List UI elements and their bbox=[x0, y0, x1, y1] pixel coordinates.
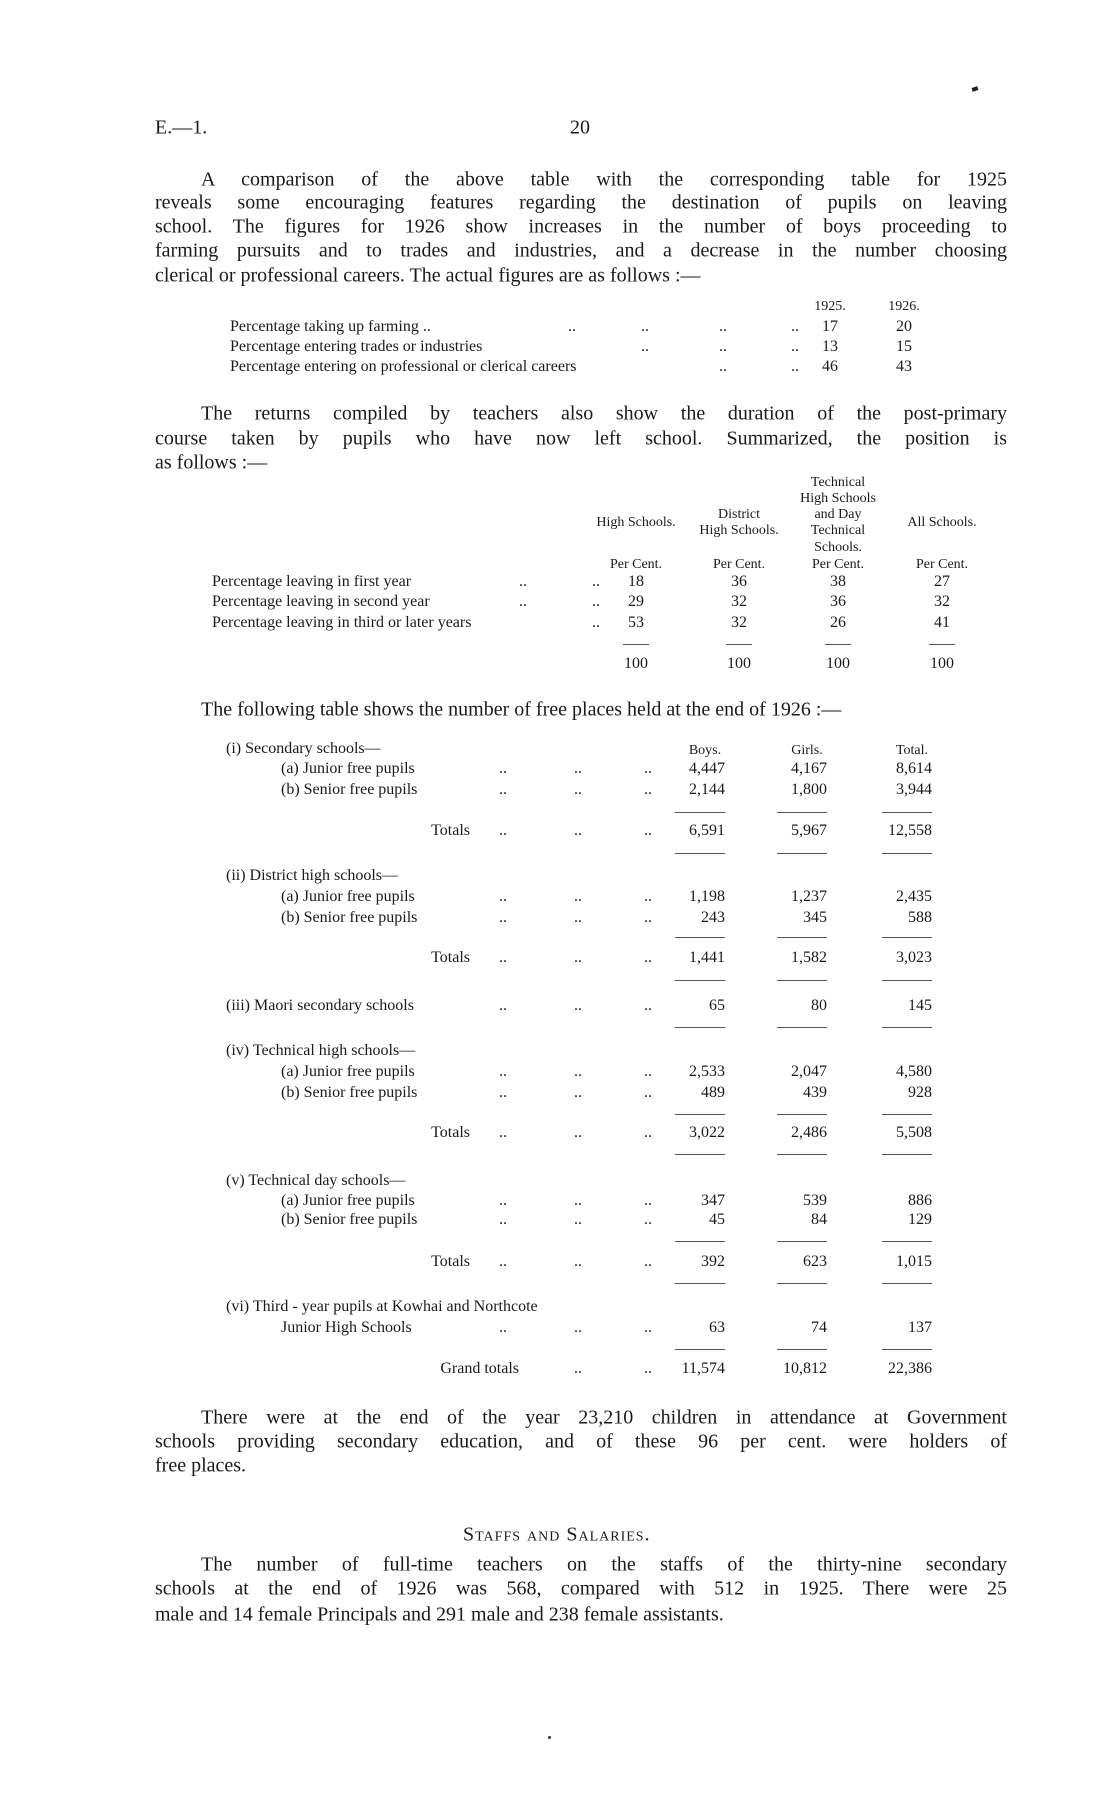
leader-dots: .. bbox=[791, 318, 799, 335]
column-header: Schools. bbox=[814, 540, 862, 555]
text-line: The returns compiled by teachers also show the duration of the post-primary bbox=[201, 402, 1007, 425]
leader-dots: .. bbox=[574, 760, 582, 777]
row-label: (b) Senior free pupils bbox=[281, 1084, 418, 1101]
boys-value: 489 bbox=[701, 1084, 725, 1101]
print-dot bbox=[548, 1736, 551, 1739]
leader-dots: .. bbox=[499, 1253, 507, 1270]
boys-value: 63 bbox=[709, 1319, 725, 1336]
total-value: 100 bbox=[727, 655, 751, 672]
leader-dots: .. bbox=[574, 1360, 582, 1377]
boys-value: 45 bbox=[709, 1211, 725, 1228]
leader-dots: .. bbox=[644, 888, 652, 905]
column-rule bbox=[882, 937, 932, 938]
total-value: 1,015 bbox=[896, 1253, 932, 1270]
column-header: District bbox=[718, 507, 760, 522]
row-label: Percentage entering on professional or clerical careers bbox=[230, 358, 577, 375]
leader-dots: .. bbox=[499, 888, 507, 905]
text-line: course taken by pupils who have now left school. Summarized, the position is bbox=[155, 427, 1007, 450]
column-rule bbox=[882, 1154, 932, 1155]
total-value: 5,508 bbox=[896, 1124, 932, 1141]
print-mark bbox=[971, 86, 978, 92]
column-rule bbox=[882, 1114, 932, 1115]
percent-value: 29 bbox=[628, 593, 644, 610]
leader-dots: .. bbox=[574, 909, 582, 926]
column-rule bbox=[777, 1114, 827, 1115]
page-number: 20 bbox=[570, 116, 590, 139]
leader-dots: .. bbox=[574, 1063, 582, 1080]
column-rule bbox=[777, 853, 827, 854]
leader-dots: .. bbox=[644, 1063, 652, 1080]
value-1925: 46 bbox=[822, 358, 838, 375]
percent-value: 27 bbox=[934, 573, 950, 590]
row-label: Percentage leaving in second year bbox=[212, 593, 430, 610]
leader-dots: .. bbox=[644, 949, 652, 966]
total-value: 588 bbox=[908, 909, 932, 926]
text-line: school. The figures for 1926 show increases in the number of boys proceeding to bbox=[155, 215, 1007, 238]
total-value: 137 bbox=[908, 1319, 932, 1336]
section-label: (v) Technical day schools— bbox=[226, 1172, 406, 1189]
column-rule bbox=[675, 1114, 725, 1115]
column-rule bbox=[882, 1283, 932, 1284]
total-value: 145 bbox=[908, 997, 932, 1014]
text-line: schools providing secondary education, and of these 96 per cent. were holders of bbox=[155, 1430, 1007, 1453]
leader-dots: .. bbox=[641, 338, 649, 355]
total-value: 3,023 bbox=[896, 949, 932, 966]
column-rule bbox=[777, 937, 827, 938]
text-line: A comparison of the above table with the corresponding table for 1925 bbox=[201, 168, 1007, 191]
totals-label: Totals bbox=[431, 822, 470, 839]
section-heading: Staffs and Salaries. bbox=[463, 1523, 651, 1546]
boys-value: 4,447 bbox=[689, 760, 725, 777]
section-label: (vi) Third - year pupils at Kowhai and Northcote bbox=[226, 1298, 538, 1315]
leader-dots: .. bbox=[574, 1319, 582, 1336]
column-rule bbox=[882, 853, 932, 854]
column-rule bbox=[882, 980, 932, 981]
leader-dots: .. bbox=[719, 358, 727, 375]
percent-value: 26 bbox=[830, 614, 846, 631]
boys-value: 243 bbox=[701, 909, 725, 926]
grand-totals-label: Grand totals bbox=[440, 1360, 519, 1377]
section-label: (ii) District high schools— bbox=[226, 867, 398, 884]
girls-value: 2,047 bbox=[791, 1063, 827, 1080]
girls-value: 623 bbox=[803, 1253, 827, 1270]
leader-dots: .. bbox=[568, 318, 576, 335]
boys-value: 2,533 bbox=[689, 1063, 725, 1080]
column-unit: Per Cent. bbox=[609, 557, 663, 572]
leader-dots: .. bbox=[499, 1192, 507, 1209]
column-rule bbox=[623, 644, 649, 645]
leader-dots: .. bbox=[519, 593, 527, 610]
row-label: (a) Junior free pupils bbox=[281, 1192, 415, 1209]
document-reference: E.—1. bbox=[155, 116, 208, 139]
leader-dots: .. bbox=[644, 909, 652, 926]
column-rule bbox=[777, 1027, 827, 1028]
row-label: Percentage leaving in first year bbox=[212, 573, 412, 590]
column-rule bbox=[929, 644, 955, 645]
column-unit: Per Cent. bbox=[811, 557, 865, 572]
percent-value: 18 bbox=[628, 573, 644, 590]
leader-dots: .. bbox=[574, 781, 582, 798]
leader-dots: .. bbox=[499, 949, 507, 966]
text-line: clerical or professional careers. The actual figures are as follows :— bbox=[155, 264, 701, 287]
percent-value: 32 bbox=[731, 593, 747, 610]
total-value: 2,435 bbox=[896, 888, 932, 905]
column-rule bbox=[726, 644, 752, 645]
total-value: 22,386 bbox=[888, 1360, 932, 1377]
boys-value: 65 bbox=[709, 997, 725, 1014]
girls-value: 10,812 bbox=[783, 1360, 827, 1377]
total-value: 129 bbox=[908, 1211, 932, 1228]
leader-dots: .. bbox=[574, 888, 582, 905]
row-label: (b) Senior free pupils bbox=[281, 1211, 418, 1228]
leader-dots: .. bbox=[644, 1124, 652, 1141]
column-rule bbox=[777, 812, 827, 813]
leader-dots: .. bbox=[574, 1192, 582, 1209]
column-rule bbox=[675, 980, 725, 981]
leader-dots: .. bbox=[644, 781, 652, 798]
column-rule bbox=[675, 812, 725, 813]
boys-value: 2,144 bbox=[689, 781, 725, 798]
leader-dots: .. bbox=[499, 1124, 507, 1141]
girls-value: 439 bbox=[803, 1084, 827, 1101]
percent-value: 53 bbox=[628, 614, 644, 631]
column-unit: Per Cent. bbox=[712, 557, 766, 572]
girls-value: 80 bbox=[811, 997, 827, 1014]
percent-value: 38 bbox=[830, 573, 846, 590]
column-header: and Day bbox=[814, 507, 862, 522]
value-1926: 15 bbox=[896, 338, 912, 355]
leader-dots: .. bbox=[499, 1319, 507, 1336]
total-value: 100 bbox=[624, 655, 648, 672]
column-header: Technical bbox=[810, 523, 866, 538]
value-1925: 13 bbox=[822, 338, 838, 355]
leader-dots: .. bbox=[499, 909, 507, 926]
girls-value: 4,167 bbox=[791, 760, 827, 777]
paragraph-free-places: The following table shows the number of free places held at the end of 1926 :— bbox=[201, 698, 842, 721]
column-rule bbox=[675, 1027, 725, 1028]
value-1926: 20 bbox=[896, 318, 912, 335]
leader-dots: .. bbox=[592, 593, 600, 610]
leader-dots: .. bbox=[574, 1084, 582, 1101]
leader-dots: .. bbox=[499, 822, 507, 839]
girls-value: 539 bbox=[803, 1192, 827, 1209]
row-label: Percentage entering trades or industries bbox=[230, 338, 483, 355]
girls-value: 1,237 bbox=[791, 888, 827, 905]
leader-dots: .. bbox=[574, 1253, 582, 1270]
leader-dots: .. bbox=[499, 1211, 507, 1228]
total-value: 928 bbox=[908, 1084, 932, 1101]
girls-value: 74 bbox=[811, 1319, 827, 1336]
total-value: 12,558 bbox=[888, 822, 932, 839]
column-header: Boys. bbox=[688, 743, 722, 758]
leader-dots: .. bbox=[644, 1211, 652, 1228]
percent-value: 32 bbox=[731, 614, 747, 631]
total-value: 8,614 bbox=[896, 760, 932, 777]
leader-dots: .. bbox=[719, 318, 727, 335]
leader-dots: .. bbox=[641, 318, 649, 335]
leader-dots: .. bbox=[644, 1192, 652, 1209]
leader-dots: .. bbox=[499, 1084, 507, 1101]
text-line: free places. bbox=[155, 1454, 247, 1477]
percent-value: 36 bbox=[731, 573, 747, 590]
column-header: High Schools. bbox=[596, 515, 676, 530]
leader-dots: .. bbox=[644, 1319, 652, 1336]
boys-value: 1,198 bbox=[689, 888, 725, 905]
total-value: 4,580 bbox=[896, 1063, 932, 1080]
boys-value: 392 bbox=[701, 1253, 725, 1270]
boys-value: 6,591 bbox=[689, 822, 725, 839]
column-rule bbox=[675, 1154, 725, 1155]
leader-dots: .. bbox=[499, 781, 507, 798]
column-rule bbox=[825, 644, 851, 645]
boys-value: 1,441 bbox=[689, 949, 725, 966]
column-rule bbox=[777, 980, 827, 981]
text-line: male and 14 female Principals and 291 male and 238 female assistants. bbox=[155, 1603, 724, 1626]
total-value: 100 bbox=[826, 655, 850, 672]
totals-label: Totals bbox=[431, 1124, 470, 1141]
leader-dots: .. bbox=[499, 760, 507, 777]
leader-dots: .. bbox=[644, 1360, 652, 1377]
row-label: (b) Senior free pupils bbox=[281, 781, 418, 798]
totals-label: Totals bbox=[431, 1253, 470, 1270]
leader-dots: .. bbox=[644, 997, 652, 1014]
text-line: as follows :— bbox=[155, 451, 268, 474]
column-rule bbox=[882, 1349, 932, 1350]
leader-dots: .. bbox=[644, 1084, 652, 1101]
girls-value: 345 bbox=[803, 909, 827, 926]
column-rule bbox=[777, 1349, 827, 1350]
boys-value: 11,574 bbox=[681, 1360, 725, 1377]
boys-value: 347 bbox=[701, 1192, 725, 1209]
value-1926: 43 bbox=[896, 358, 912, 375]
leader-dots: .. bbox=[644, 1253, 652, 1270]
column-rule bbox=[882, 1027, 932, 1028]
totals-label: Totals bbox=[431, 949, 470, 966]
column-rule bbox=[675, 1349, 725, 1350]
leader-dots: .. bbox=[519, 573, 527, 590]
column-header: Girls. bbox=[791, 743, 823, 758]
row-label: (a) Junior free pupils bbox=[281, 1063, 415, 1080]
boys-value: 3,022 bbox=[689, 1124, 725, 1141]
column-rule bbox=[882, 1241, 932, 1242]
column-header: High Schools bbox=[800, 491, 876, 506]
column-header: 1925. bbox=[814, 299, 846, 314]
column-header: Technical bbox=[810, 475, 866, 490]
column-header: High Schools. bbox=[699, 523, 779, 538]
column-header: Total. bbox=[895, 743, 929, 758]
section-label: (iv) Technical high schools— bbox=[226, 1042, 416, 1059]
leader-dots: .. bbox=[791, 338, 799, 355]
leader-dots: .. bbox=[574, 822, 582, 839]
column-header: All Schools. bbox=[907, 515, 977, 530]
column-rule bbox=[675, 853, 725, 854]
leader-dots: .. bbox=[592, 573, 600, 590]
percent-value: 36 bbox=[830, 593, 846, 610]
text-line: reveals some encouraging features regarding the destination of pupils on leaving bbox=[155, 191, 1007, 214]
column-rule bbox=[675, 937, 725, 938]
column-rule bbox=[882, 812, 932, 813]
row-label: (a) Junior free pupils bbox=[281, 760, 415, 777]
row-label: (b) Senior free pupils bbox=[281, 909, 418, 926]
leader-dots: .. bbox=[574, 1211, 582, 1228]
column-rule bbox=[777, 1241, 827, 1242]
girls-value: 2,486 bbox=[791, 1124, 827, 1141]
girls-value: 1,800 bbox=[791, 781, 827, 798]
column-header: 1926. bbox=[888, 299, 920, 314]
leader-dots: .. bbox=[574, 949, 582, 966]
leader-dots: .. bbox=[499, 997, 507, 1014]
column-rule bbox=[675, 1241, 725, 1242]
row-label: (iii) Maori secondary schools bbox=[226, 997, 414, 1014]
row-label: (a) Junior free pupils bbox=[281, 888, 415, 905]
percent-value: 32 bbox=[934, 593, 950, 610]
girls-value: 1,582 bbox=[791, 949, 827, 966]
row-label: Percentage leaving in third or later years bbox=[212, 614, 472, 631]
leader-dots: .. bbox=[791, 358, 799, 375]
percent-value: 41 bbox=[934, 614, 950, 631]
leader-dots: .. bbox=[719, 338, 727, 355]
total-value: 3,944 bbox=[896, 781, 932, 798]
girls-value: 84 bbox=[811, 1211, 827, 1228]
text-line: farming pursuits and to trades and industries, and a decrease in the number choosing bbox=[155, 239, 1007, 262]
text-line: schools at the end of 1926 was 568, compared with 512 in 1925. There were 25 bbox=[155, 1577, 1007, 1600]
leader-dots: .. bbox=[499, 1063, 507, 1080]
text-line: The number of full-time teachers on the staffs of the thirty-nine secondary bbox=[201, 1553, 1007, 1576]
leader-dots: .. bbox=[574, 997, 582, 1014]
column-rule bbox=[777, 1283, 827, 1284]
leader-dots: .. bbox=[644, 760, 652, 777]
total-value: 100 bbox=[930, 655, 954, 672]
column-rule bbox=[675, 1283, 725, 1284]
text-line: There were at the end of the year 23,210 children in attendance at Government bbox=[201, 1406, 1007, 1429]
leader-dots: .. bbox=[574, 1124, 582, 1141]
total-value: 886 bbox=[908, 1192, 932, 1209]
row-label: Junior High Schools bbox=[281, 1319, 412, 1336]
girls-value: 5,967 bbox=[791, 822, 827, 839]
section-label: (i) Secondary schools— bbox=[226, 740, 381, 757]
value-1925: 17 bbox=[822, 318, 838, 335]
column-rule bbox=[777, 1154, 827, 1155]
column-unit: Per Cent. bbox=[915, 557, 969, 572]
row-label: Percentage taking up farming .. bbox=[230, 318, 431, 335]
leader-dots: .. bbox=[644, 822, 652, 839]
leader-dots: .. bbox=[592, 614, 600, 631]
